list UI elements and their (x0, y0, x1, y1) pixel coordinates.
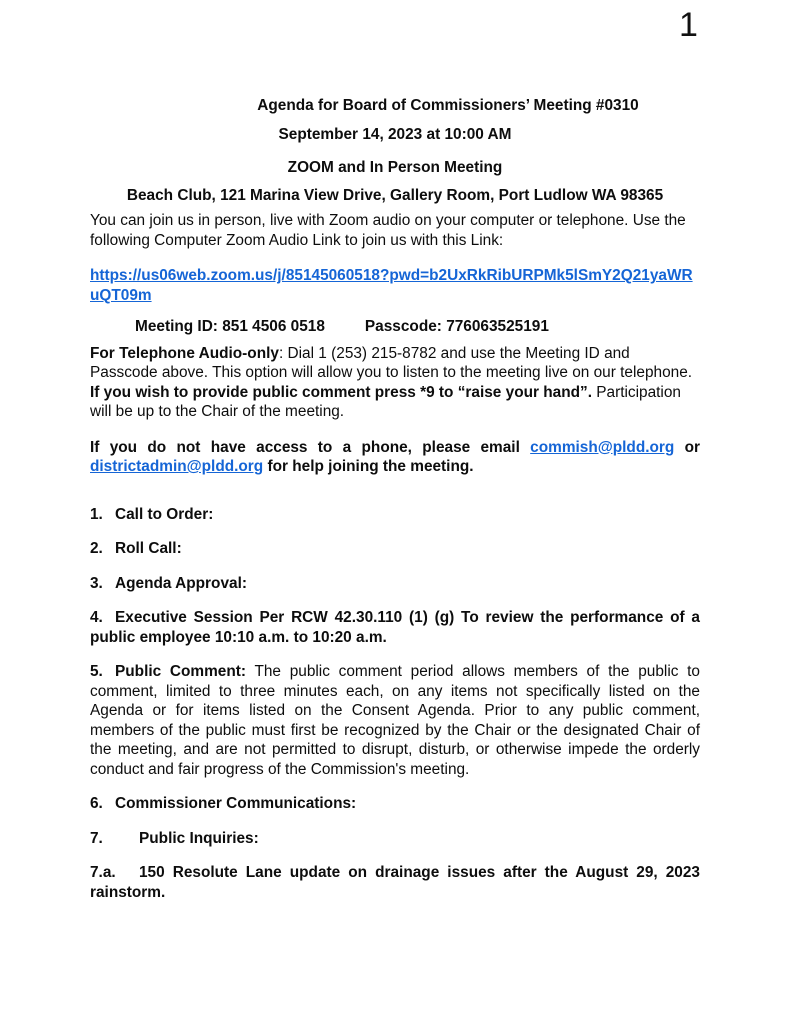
item-label: Public Comment: (115, 663, 247, 680)
item-number: 6. (90, 795, 103, 812)
telephone-raise-hand-note: If you wish to provide public comment press *9 to “raise your hand”. (90, 383, 592, 401)
agenda-item-roll-call (90, 539, 700, 559)
districtadmin-email-link[interactable]: districtadmin@pldd.org (90, 458, 264, 475)
item-number: 1. (90, 505, 103, 523)
item-label: Call to Order: (115, 505, 214, 523)
commish-email-link[interactable]: commish@pldd.org (530, 438, 675, 456)
page-number: 1 (679, 6, 698, 44)
meeting-id: Meeting ID: 851 4506 0518 (135, 318, 325, 335)
document-title: Agenda for Board of Commissioners’ Meeting #0310 (257, 97, 639, 114)
agenda-item-call-to-order (90, 505, 700, 525)
join-instructions: You can join us in person, live with Zoom audio on your computer or telephone. Use the following Computer Zoom Audio Link to join us with this Link: (90, 212, 686, 249)
agenda-item-public-inquiries (90, 829, 700, 849)
telephone-text-2: Participation will be up to the Chair of the meeting. (90, 383, 681, 420)
item-label: Roll Call: (115, 540, 182, 557)
item-body: The public comment period allows members of the public to comment, limited to three minutes each, on any items not specifically listed on the Agenda or for items listed on the Consent Agenda. Prior to any public comment, members of the public must first be recognized by the Chair or the designated Chair of the meeting, and are not permitted to disrupt, disturb, or otherwise impede the orderly conduct and fair progress of the Commission's meeting. (90, 663, 700, 778)
meeting-credentials (135, 317, 745, 337)
telephone-text-1: : Dial 1 (253) 215-8782 and use the Meeting ID and Passcode above. This option will allow you to listen to the meeting live on our telephone. (90, 344, 693, 381)
email-help-text-1: If you do not have access to a phone, please email (90, 438, 531, 456)
agenda-item-executive-session (90, 608, 700, 647)
agenda-item-agenda-approval (90, 574, 700, 594)
item-number: 7. (90, 829, 103, 847)
email-help-text-3: for help joining the meeting. (263, 458, 474, 475)
item-label: Public Inquiries: (139, 829, 259, 847)
item-label: Executive Session Per RCW 42.30.110 (1) (g) To review the performance of a public employee 10:10 a.m. to 10:20 a.m. (90, 609, 700, 646)
email-help (90, 438, 700, 477)
agenda-item-commissioner-communications (90, 794, 700, 814)
zoom-meeting-link[interactable]: https://us06web.zoom.us/j/85145060518?pwd=b2UxRkRibURPMk5lSmY2Q21yaWRuQT09m (90, 267, 693, 304)
item-number: 2. (90, 540, 103, 557)
agenda-item-resolute-lane (90, 863, 700, 902)
telephone-instructions (90, 344, 700, 422)
meeting-datetime: September 14, 2023 at 10:00 AM (278, 125, 512, 143)
agenda-list (90, 505, 700, 903)
meeting-type: ZOOM and In Person Meeting (287, 159, 503, 176)
item-number: 3. (90, 574, 103, 592)
item-label: Commissioner Communications: (115, 795, 357, 812)
zoom-link-paragraph (90, 266, 700, 305)
item-number: 7.a. (90, 864, 116, 881)
document-content (90, 96, 700, 902)
meeting-passcode: Passcode: 776063525191 (364, 318, 549, 335)
email-help-text-2: or (674, 438, 701, 456)
item-number: 5. (90, 663, 103, 680)
item-label: Agenda Approval: (115, 574, 247, 592)
meeting-location: Beach Club, 121 Marina View Drive, Gallery Room, Port Ludlow WA 98365 (126, 186, 664, 204)
item-number: 4. (90, 609, 103, 626)
telephone-lead: For Telephone Audio-only (90, 344, 279, 362)
item-label: 150 Resolute Lane update on drainage issues after the August 29, 2023 rainstorm. (90, 864, 700, 901)
agenda-item-public-comment (90, 662, 700, 779)
